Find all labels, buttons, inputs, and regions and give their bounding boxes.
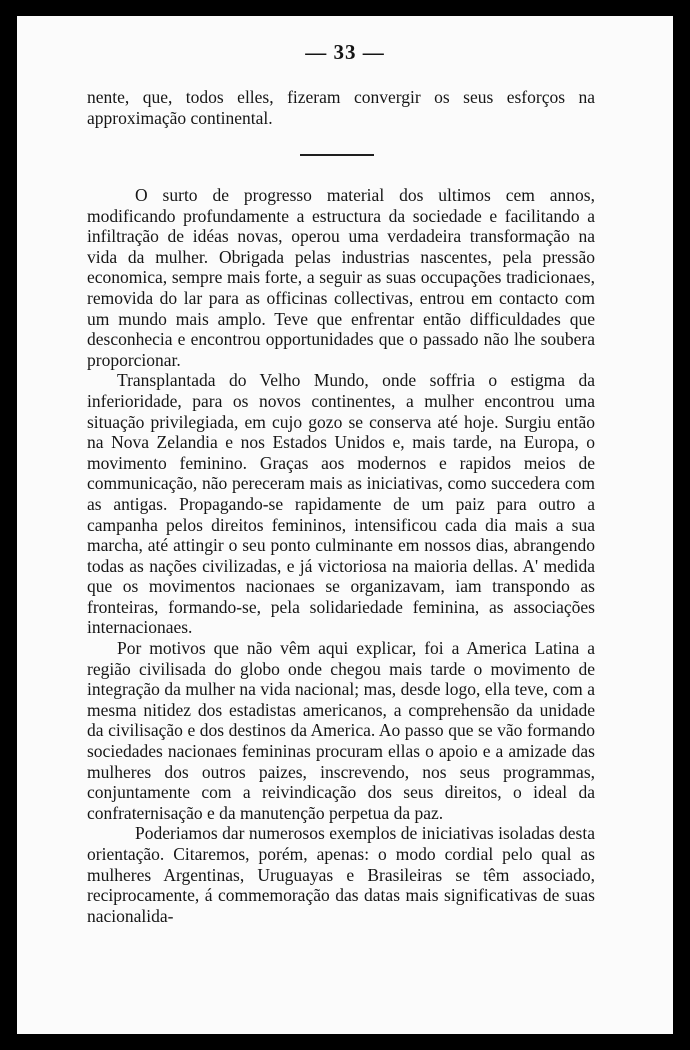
page-number: — 33 — — [305, 40, 385, 64]
paragraph-motivos: Por motivos que não vêm aqui explicar, foi a America Latina a região civilisada do globo onde chegou mais tarde o movimento de integração da mulher na vida nacional; mas, desde logo, ella teve, com a mesma nitidez dos estadistas americanos, a comprehensão da unidade da civilisação e dos destinos da America. Ao passo que se vão formando sociedades nacionaes femininas procuram ellas o apoio e a amizade das mulheres dos outros paizes, inscrevendo, nos seus programmas, conjuntamente com a reivindicação dos seus direitos, o ideal da confraternisação e da manutenção perpetua da paz. — [87, 638, 595, 823]
document-page — [17, 16, 673, 1034]
body-text-block — [87, 185, 595, 926]
intro-text-block — [87, 87, 595, 128]
section-divider — [300, 154, 374, 156]
intro-paragraph: nente, que, todos elles, fizeram convergir os seus esforços na approximação continental. — [87, 87, 595, 128]
paragraph-progress: O surto de progresso material dos ultimos cem annos, modificando profundamente a estructura da sociedade e facilitando a infiltração de idéas novas, operou uma verdadeira transformação na vida da mulher. Obrigada pelas industrias nascentes, pela pressão economica, sempre mais forte, a seguir as suas occupações tradicionaes, removida do lar para as officinas collectivas, entrou em contacto com um mundo mais amplo. Teve que enfrentar então difficuldades que desconhecia e encontrou opportunidades que o passado não lhe soubera proporcionar. — [87, 185, 595, 370]
paragraph-transplantada: Transplantada do Velho Mundo, onde soffria o estigma da inferioridade, para os novos continentes, a mulher encontrou uma situação privilegiada, em cujo gozo se conserva até hoje. Surgiu então na Nova Zelandia e nos Estados Unidos e, mais tarde, na Europa, o movimento feminino. Graças aos modernos e rapidos meios de communicação, não pereceram mais as iniciativas, como succedera com as antigas. Propagando-se rapidamente de um paiz para outro a campanha pelos direitos femininos, intensificou cada dia mais a sua marcha, até attingir o seu ponto culminante em nossos dias, abrangendo todas as nações civilizadas, e já victoriosa na maioria dellas. A' medida que os movimentos nacionaes se organizavam, iam transpondo as fronteiras, formando-se, pela solidariedade feminina, as associações internacionaes. — [87, 370, 595, 638]
paragraph-exemplos: Poderiamos dar numerosos exemplos de iniciativas isoladas desta orientação. Citaremos, porém, apenas: o modo cordial pelo qual as mulheres Argentinas, Uruguayas e Brasileiras se têm associado, reciprocamente, á commemoração das datas mais significativas de suas nacionalida- — [87, 823, 595, 926]
